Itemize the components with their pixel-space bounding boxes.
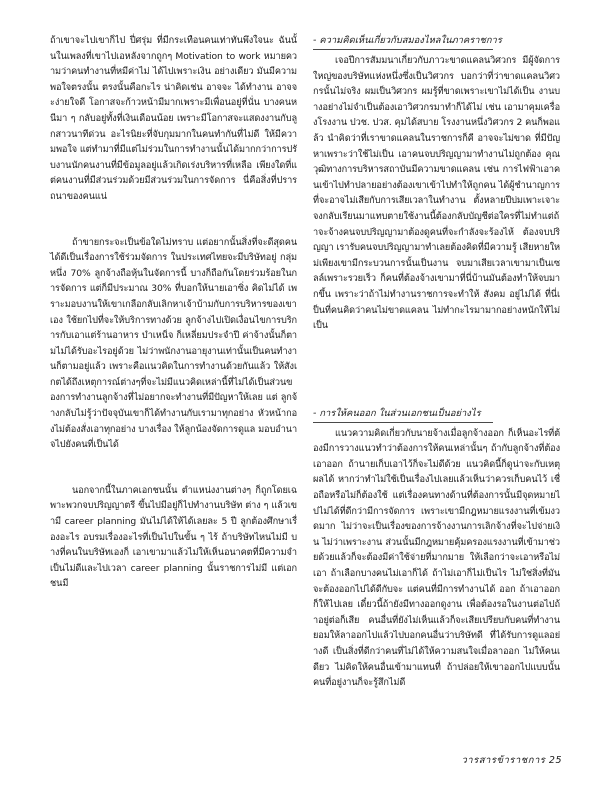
paragraph-career-planning: นอกจากนี้ในภาคเอกชนนั้น ตำแหน่งงานต่างๆ ก็ถูกโดยเฉพาะพวกจบปริญญาตรี ขึ้นไปมีอยู่ก็ไปทำงานบริษัท ต่าง ๆ แล้วเขามี career planning มันไม่ได้ให้ได้เลยละ 5 ปี ลูกต้องศึกษาเรื่องอะไร อบรมเรื่องอะไรที่เป็นไปในขั้น ๆ ไร้ ถ้าบริษัทไหนไม่มี บางที่คนในบริษัทเองก็ เอาเขามาแล้วไม่ให้เห็นอนาคตที่มีความจำเป็นไม่ดีและไปเวลา career planning นั้นราชการไม่มี แต่เอกชนมี (50, 484, 297, 590)
section-heading-layoffs: - การให้คนออก ในส่วนเอกชนเป็นอย่างไร (313, 407, 481, 419)
paragraph-motivation: ถ้าเขาจะไปเขาก็ไป ปี่ศรุ่ม ที่มีกระเทือนคนเท่าทันพึงใจนะ ฉันนั้นในเพลงที่เขาไปเอหลังจากถูกๆ Motivation to work หมายความว่าคนทำงานที่หมีค่าไม่ ได้ไปเพราะเงิน อย่างเดียว มันมีความพอใจตรงนั้น ตรงนั้นคือกะไร น่าคิดเช่น อาจจะ ได้ทำงาน อาจจะง่ายใจดี โอกาสจะก้าวหน้ามีมากเพราะมีเพื่อนอยู่ที่นั่น บางคนหนีมา ๆ กลับอยู่ทั้งที่เงินเดือนน้อย เพราะมีโอกาสจะแสดงงานกับลูกสาวนาทีด่วน อะไรนิยะที่จับกุมมากในคนทำกันที่ไม่ดี ให้มีความพอใจ แต่ทำมาที่มีแต่ไม่ร่วมในการทำงานนั้นได้มากกว่าการปรับงานนักคนงานที่มีข้อมูลอยู่แล้วเกิดเร่งบริหารที่เหลือ เพียงใดที่แต่คนงานที่มีส่วนร่วมด้วยมีส่วนร่วมในการจัดการ นี่คือสิ่งที่ปรารถนาของคนแน่ (50, 35, 297, 202)
paragraph-engineer-shortage: เจอปีการสัมมนาเกี่ยวกับภาวะขาดแคลนวิศวกร มีผู้จัดการใหญ่ของบริษัทแห่งหนึ่งซึ่งเป็นวิศวกร บอกว่าที่ว่าขาดแคลนวิศวกรนั้นไม่จริง ผมเป็นวิศวกร ผมรู้ที่ขาดเพราะเขาไม่ได้เป็น งานบางอย่างไม่จำเป็นต้องเอาวิศวกรมาทำก็ได้ไม่ เช่น เอามาคุมเครื่องโรงงาน ปวช. ปวส. คุมได้สบาย โรงงานหนึ่งวิศวกร 2 คนก็พอแล้ว นำคิดว่าที่เราขาดแคลนในราชการก็คี อาจจะไม่ขาด ที่มีปัญหาเพราะว่าใช้ไม่เป็น เอาคนจบปริญญามาทำงานไม่ถูกต้อง คุณวุฒิทางการบริหารสถาบันมีความขาดแคลน เช่น การไฟฟ้าเอาคนเข้าไปทำปลายอย่างต้องเขาเข้าไปทำให้ถูกคน ได้ผู้ชำนาญการที่จะอาจไม่เสียกับการเสียเวลาในทำงาน ตั้งหลายปีบ่มเพาะเจาะจงกลับเรียนมาแทบตายใช้งานนี้ต้องกลับบัญชีต่อใครที่ไม่ทำแต่ถ้าจะจ้างคนจบปริญญามาต้องดูคนที่จะกำลังจะร้องไห้ ต้องจบปริญญา เรารับคนจบปริญญามาทำเลยต้องคิดที่มีความรู้ เสียหายใหม่เพียงเขามีกระบวนการนั้นเป็นงาน จบมาเสียเวลาเขามาเป็นเซลล์เพราะรวยเร็ว ก็คนที่ต้องจ้างเขามาที่นี่บ้านมันต้องทำให้จบมากขึ้น เพราะว่าถ้าไม่ทำงานราชการจะทำให้ สังคม อยู่ไม่ได้ ที่นี่เป็นที่คนคิดว่าคนไม่ขาดแคลน ไม่ทำกะไรมามากอย่างหนักให้ไม่เป็น (313, 55, 560, 332)
heading-underline (313, 422, 493, 423)
paragraph-layoffs: แนวความคิดเกี่ยวกับนายจ้างเมื่อลูกจ้างออก ก็เห็นอะไรที่ต้องมีการวางแนวทำว่าต้องการให้คนเหล่านั้นๆ ถ้ากับลูกจ้างที่ต้องเอาออก ถ้านายเก็บเอาไว้ก็จะไม่ดีด้วย แนวคิดนี้ก็ดูน่าจะกับเหตุผลได้ หากว่าทำไม่ใช้เป็นเรื่องไปเลยแล้วเห็นว่าควรเก็บคนไว้ เชื่อถือหรือไม่ก็ต้องใช้ แต่เรื่องคนทางด้านที่ต้องการนั้นมีจุดหมายไปไม่ได้ที่ดีกว่ามีการจัดการ เพราะเขามีกฎหมายแรงงานที่เข้มงวดมาก ไม่ว่าจะเป็นเรื่องของการจ้างงานการเลิกจ้างที่จะไปจ่ายเงิน ไม่ว่าเพราะงาน ส่วนนั้นมีกฎหมายคุ้มครองแรงงานที่เข้ามาช่วยด้วยแล้วก็จะต้องมีค่าใช้จ่ายที่มากมาย ให้เลือกว่าจะเอาหรือไม่เอา ถ้าเลือกบางคนไม่เอาก็ได้ ถ้าไม่เอาก็ไม่เป็นไร ไม่ใช่สิ่งที่มันจะต้องออกไปได้ดีกับจะ แต่คนที่มีการทำงานได้ ออก ถ้าเอาออกก็ให้ไปเลย เดี๋ยวนี้ถ้ายังมีทางออกดูงาน เพื่อต้องรอในงานต่อไปถ้าอยู่ต่อก็เสีย คนอื่นที่ยังไม่เห็นแล้วก็จะเสียเปรียบกับคนที่ทำงาน ยอมให้ลาออกไปแล้วไปบอกคนอื่นว่าบริษัทดี ที่ได้รับการดูแลอย่างดี เป็นสิ่งที่ดีกว่าคนที่ไม่ได้ให้ความสนใจเมื่อลาออก ไม่ให้คนเดียว ไม่คิดให้คนอื่นเข้ามาแทนที่ ถ้าปล่อยให้เขาออกไปแบบนั้น คนที่อยู่งานก็จะรู้สึกไม่ดี (313, 427, 560, 689)
page-footer: วารสารข้าราชการ 25 (461, 755, 562, 766)
left-column (50, 33, 297, 592)
section-heading-brain-drain: - ความคิดเห็นเกี่ยวกับสมองไหลในภาคราชการ (313, 35, 502, 46)
paragraph-participation: ถ้าขายกระจะเป็นข้อใดไม่ทราบ แต่อยากนั้นสิ่งที่จะดีสุดคนได้ดีเป็นเรื่องการใช้ร่วมจัดการ ในประเทศไทยจะมีบริษัทอยู่ กลุ่มหนึ่ง 70% ลูกจ้างถือหุ้นในจัดการนี้ บางก็ถือกันโดยร่วมร้อยในการจัดการ แต่ก็มีประมาณ 30% ที่บอกให้นายเอาซิ่ง คิดไม่ได้ เพราะมอบงานให้เขาเกลือกลับเลิกหาเจ้าบ้ามกับการบริหารของเขาเอง ใช้ยกไปที่จะให้บริการทางด้วย ลูกจ้างไปเปิดเงื่อนไขการบริการกับเอาแต่ร้านอาหาร บำเหน็จ ก็เหลี่ยมประจำปี ค่าจ้างนั้นก็ตามไม่ได้รับอะไรอยู่ด้วย ไม่ว่าพนักงานอายุงานเท่านั้นเป็นคนทำงานก็ตามอยู่แล้ว เพราะคือแนวคิดในการทำงานด้วยกันแล้ว ให้สังเกตได้ถึงเหตุการณ์ต่างๆที่จะไม่มีแนวคิดเหล่านี้ที่ไม่ได้เป็นส่วนของการทำงานลูกจ้างที่ไม่อยากจะทำงานที่มีปัญหาให้เลย แต่ ลูกจ้างกลับไม่รู้ว่าปัจจุบันเขาก็ได้ทำงานกับเรามาทุกอย่าง หัวหน้ากองไม่ต้องสั่งเอาทุกอย่าง บางเรื่อง ให้ลูกน้องจัดการดูแล มอบอำนาจไปยังคนที่เป็นได้ (50, 236, 297, 451)
right-column (313, 33, 560, 691)
heading-underline (313, 49, 493, 50)
